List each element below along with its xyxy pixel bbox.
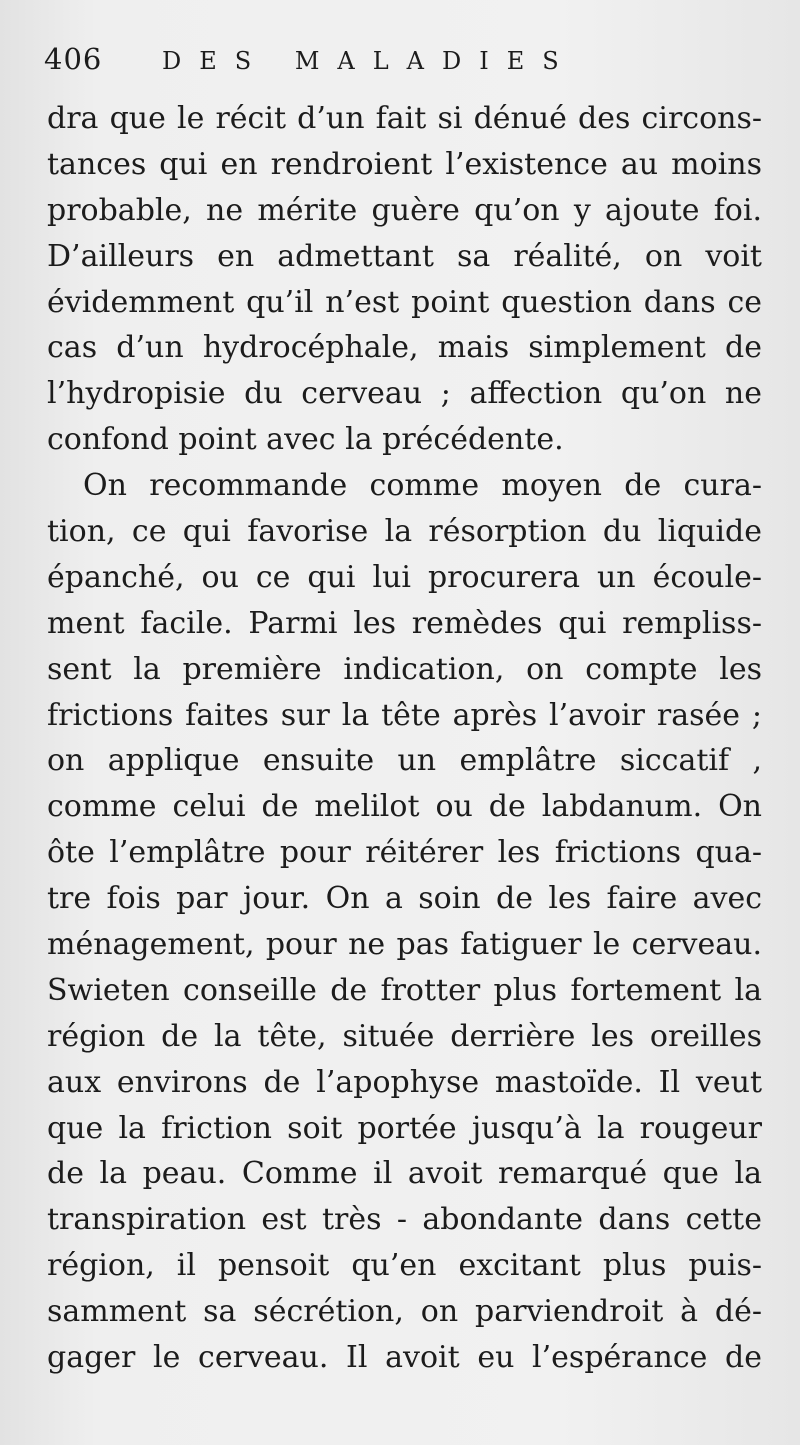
text-line: de la peau. Comme il avoit remarqué que la bbox=[47, 1156, 762, 1192]
text-line: cas d’un hydrocéphale, mais simplement de bbox=[47, 330, 762, 366]
text-line: transpiration est très - abondante dans cette bbox=[47, 1202, 762, 1238]
text-line: épanché, ou ce qui lui procurera un écoule- bbox=[47, 559, 762, 595]
text-line: dra que le récit d’un fait si dénué des circons- bbox=[47, 101, 762, 136]
text-line: sent la première indication, on compte les bbox=[47, 651, 762, 687]
text-line: que la friction soit portée jusqu’à la rougeur bbox=[47, 1110, 762, 1146]
text-line: région, il pensoit qu’en excitant plus puis- bbox=[47, 1248, 762, 1284]
text-line: aux environs de l’apophyse mastoïde. Il veut bbox=[47, 1064, 762, 1100]
text-line: probable, ne mérite guère qu’on y ajoute foi. bbox=[47, 192, 762, 228]
text-line: On recommande comme moyen de cura- bbox=[83, 468, 762, 504]
text-line: l’hydropisie du cerveau ; affection qu’on ne bbox=[47, 376, 762, 412]
text-line: confond point avec la précédente. bbox=[47, 422, 564, 458]
text-line: gager le cerveau. Il avoit eu l’espérance de bbox=[47, 1340, 762, 1376]
text-line: ménagement, pour ne pas fatiguer le cerveau. bbox=[47, 927, 762, 963]
text-line: évidemment qu’il n’est point question dans ce bbox=[47, 284, 762, 320]
page-number: 406 bbox=[44, 42, 103, 76]
text-line: samment sa sécrétion, on parviendroit à dé- bbox=[47, 1294, 762, 1330]
text-line: comme celui de melilot ou de labdanum. On bbox=[47, 789, 762, 825]
text-line: ment facile. Parmi les remèdes qui rempliss- bbox=[47, 605, 762, 641]
text-line: on applique ensuite un emplâtre siccatif , bbox=[47, 743, 762, 779]
page-header bbox=[44, 42, 764, 86]
text-line: D’ailleurs en admettant sa réalité, on voit bbox=[47, 238, 762, 274]
running-title: DES MALADIES bbox=[162, 47, 577, 75]
text-line: frictions faites sur la tête après l’avoir rasée ; bbox=[47, 697, 762, 733]
text-line: tre fois par jour. On a soin de les faire avec bbox=[47, 881, 762, 917]
text-line: Swieten conseille de frotter plus fortement la bbox=[47, 972, 762, 1008]
text-line: ôte l’emplâtre pour réitérer les frictions qua- bbox=[47, 835, 762, 871]
body-text bbox=[47, 96, 762, 1381]
text-line: tion, ce qui favorise la résorption du liquide bbox=[47, 514, 762, 550]
text-line: tances qui en rendroient l’existence au moins bbox=[47, 146, 762, 182]
text-line: région de la tête, située derrière les oreilles bbox=[47, 1018, 762, 1054]
